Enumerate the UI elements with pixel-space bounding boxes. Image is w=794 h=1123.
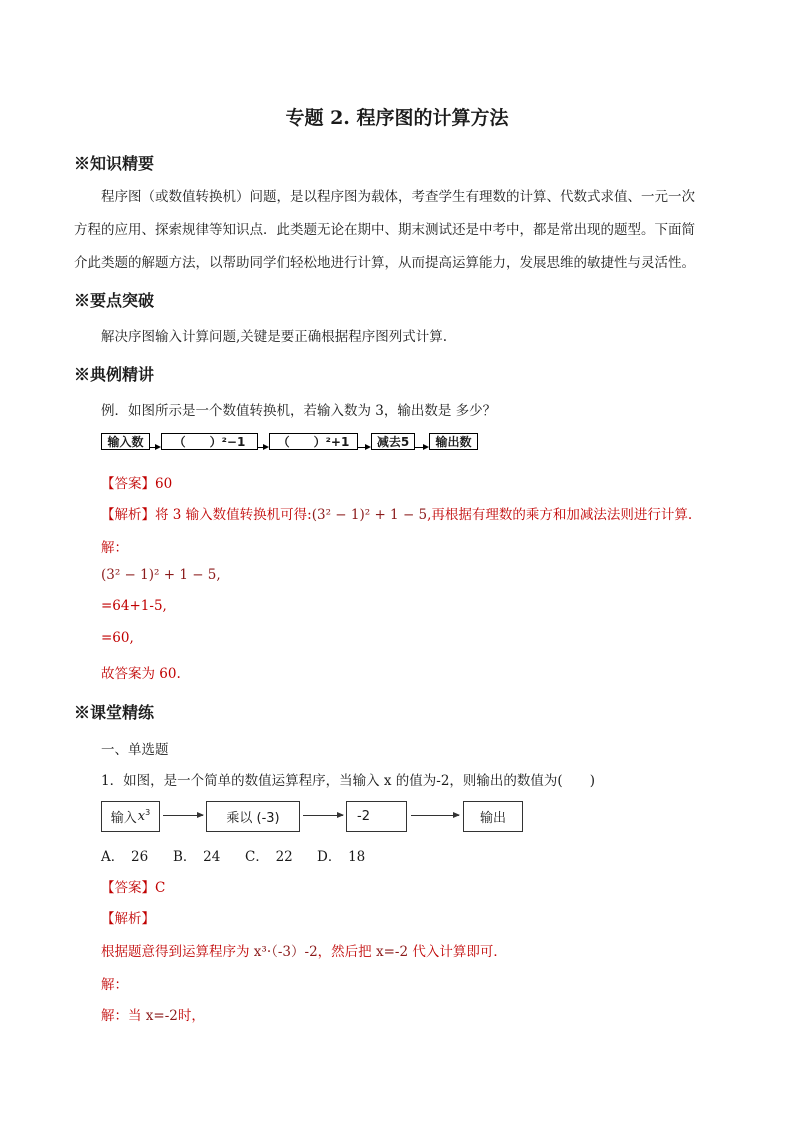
practice-solution-label: 解：	[101, 977, 128, 993]
flow-box-square-minus: （ ）²−1	[161, 433, 258, 450]
solution-expression: x=-2	[145, 1008, 178, 1024]
option-c[interactable]: C． 22	[245, 849, 293, 865]
page-title: 专题 2. 程序图的计算方法	[285, 107, 509, 129]
flow2-arrow-3	[411, 815, 459, 816]
flow-box-square-plus: （ ）²+1	[269, 433, 358, 450]
analysis-expression-2: x=-2	[375, 944, 409, 960]
knowledge-line-1: 程序图（或数值转换机）问题，是以程序图为载体，考查学生有理数的计算、代数式求值、一元一次	[101, 189, 695, 205]
practice-question-1: 1．如图，是一个简单的数值运算程序，当输入 x 的值为-2，则输出的数值为( )	[101, 773, 595, 789]
example-step-2: =64+1-5,	[101, 598, 167, 614]
example-question: 例．如图所示是一个数值转换机，若输入数为 3，输出数是 多少？	[101, 403, 497, 419]
knowledge-line-2: 方程的应用、探索规律等知识点．此类题无论在期中、期末测试还是中考中，都是常出现的题型。下面简	[74, 222, 695, 238]
practice-section: 一、单选题	[101, 742, 169, 758]
flow2-box-multiply: 乘以 (-3)	[206, 801, 300, 832]
example-answer	[101, 472, 172, 492]
flow2-arrow-1	[163, 815, 203, 816]
flow-box-input: 输入数	[101, 433, 150, 450]
flow2-arrow-2	[303, 815, 343, 816]
knowledge-line-3: 介此类题的解题方法，以帮助同学们轻松地进行计算，从而提高运算能力，发展思维的敏捷性与灵活性。	[74, 255, 695, 271]
example-step-1: (3² − 1)² + 1 − 5,	[101, 567, 221, 583]
analysis-text: 将 3 输入数值转换机可得:	[155, 507, 312, 523]
example-heading: ※典例精讲	[74, 365, 155, 384]
flow2-box-output: 输出	[463, 801, 523, 832]
keypoints-heading: ※要点突破	[74, 291, 155, 310]
answer-value: 60	[155, 476, 173, 492]
practice-answer-label: 【答案】	[101, 880, 155, 896]
example-analysis	[101, 503, 692, 523]
example-step-4: 故答案为 60.	[101, 666, 181, 682]
practice-answer-value: C	[155, 880, 166, 896]
knowledge-heading: ※知识精要	[74, 154, 155, 173]
answer-label: 【答案】	[101, 476, 155, 492]
practice-analysis-text: 根据题意得到运算程序为 x³·（-3）-2，然后把 x=-2 代入计算即可．	[101, 944, 507, 960]
flow-box-subtract: 减去5	[371, 433, 415, 450]
analysis-label: 【解析】	[101, 507, 155, 523]
practice-solution-line: 解：当 x=-2时，	[101, 1008, 205, 1024]
example-solution-label: 解：	[101, 540, 128, 556]
option-b[interactable]: B． 24	[173, 849, 221, 865]
option-a[interactable]: A． 26	[101, 849, 149, 865]
practice-answer	[101, 876, 165, 896]
flow-arrow-2	[258, 447, 267, 448]
practice-analysis-label: 【解析】	[101, 911, 155, 927]
flow-arrow-3	[358, 447, 369, 448]
analysis-formula: (3² − 1)² + 1 − 5	[311, 507, 428, 523]
flow-box-output: 输出数	[429, 433, 478, 450]
flow2-box-input: 输入 x $^3$	[101, 801, 160, 832]
analysis-tail: ,再根据有理数的乘方和加减法法则进行计算.	[427, 507, 693, 523]
practice-heading: ※课堂精练	[74, 703, 155, 722]
flow-arrow-4	[415, 447, 427, 448]
practice-options	[101, 845, 365, 865]
flow-arrow-1	[150, 447, 159, 448]
flow2-box-minus-two: -2	[346, 801, 407, 832]
keypoints-text: 解决序图输入计算问题,关键是要正确根据程序图列式计算.	[101, 329, 448, 345]
example-step-3: =60,	[101, 630, 134, 646]
analysis-expression-1: x³·（-3）-2	[253, 944, 318, 960]
option-d[interactable]: D． 18	[317, 849, 366, 865]
